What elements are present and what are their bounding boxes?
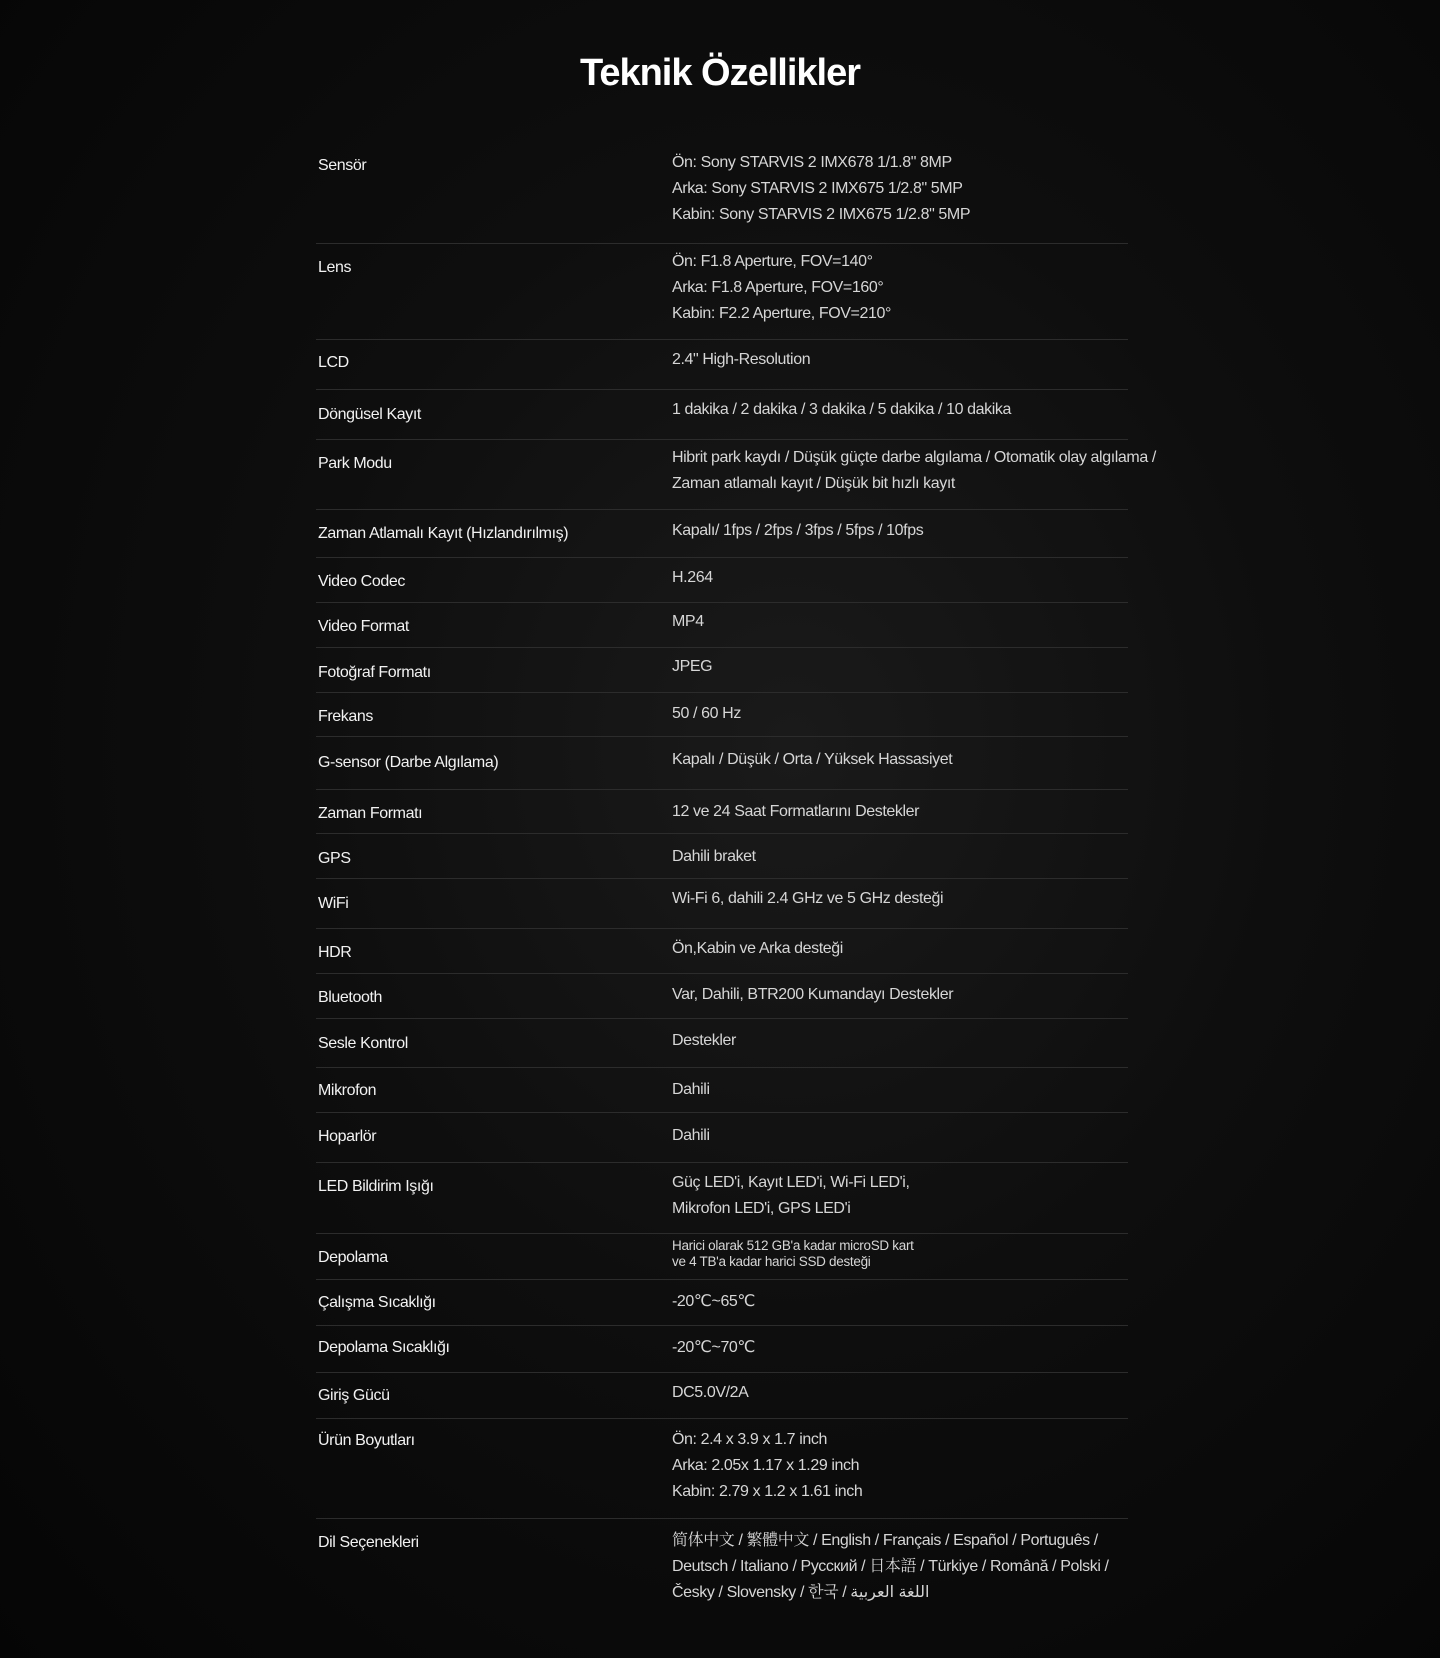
spec-row — [316, 879, 1128, 929]
spec-row — [316, 929, 1128, 974]
spec-value-line: DC5.0V/2A — [672, 1384, 749, 1401]
spec-value — [672, 1380, 748, 1406]
spec-row — [316, 340, 1128, 390]
spec-value-line: -20℃~70℃ — [672, 1339, 756, 1356]
spec-row — [316, 790, 1128, 834]
spec-value-line: 12 ve 24 Saat Formatlarını Destekler — [672, 803, 920, 820]
spec-value — [672, 609, 704, 635]
spec-value — [672, 445, 1156, 497]
spec-label: Mikrofon — [318, 1082, 377, 1099]
spec-label: Sensör — [318, 157, 367, 174]
spec-row — [316, 390, 1128, 440]
spec-value-line: ve 4 TB'a kadar harici SSD desteği — [672, 1254, 871, 1269]
spec-value-line: 2.4" High-Resolution — [672, 351, 811, 368]
spec-value-line: H.264 — [672, 569, 713, 586]
spec-value-line: -20℃~65℃ — [672, 1293, 756, 1310]
spec-row — [316, 558, 1128, 603]
spec-label: Ürün Boyutları — [318, 1432, 415, 1449]
spec-label: Lens — [318, 259, 352, 276]
spec-value-line: Ön,Kabin ve Arka desteği — [672, 940, 843, 957]
spec-label: WiFi — [318, 895, 349, 912]
spec-row — [316, 1419, 1128, 1519]
spec-label: Sesle Kontrol — [318, 1035, 408, 1052]
spec-value-line: Česky / Slovensky / 한국 / اللغة العربية — [672, 1584, 930, 1601]
spec-value-line: Ön: F1.8 Aperture, FOV=140° — [672, 253, 873, 270]
spec-row — [316, 1280, 1128, 1326]
spec-value-line: MP4 — [672, 613, 704, 630]
spec-value-line: Harici olarak 512 GB'a kadar microSD kart — [672, 1238, 914, 1253]
spec-label: G-sensor (Darbe Algılama) — [318, 754, 499, 771]
spec-value — [672, 1170, 909, 1222]
spec-value-line: 简体中文 / 繁體中文 / English / Français / Español / Português / — [672, 1532, 1098, 1549]
spec-value-line: Ön: Sony STARVIS 2 IMX678 1/1.8" 8MP — [672, 154, 952, 171]
spec-value-line: Ön: 2.4 x 3.9 x 1.7 inch — [672, 1431, 827, 1448]
spec-value — [672, 799, 919, 825]
page-title: Teknik Özellikler — [579, 52, 861, 94]
spec-row — [316, 1068, 1128, 1113]
spec-value — [672, 1028, 736, 1054]
spec-value — [672, 347, 810, 373]
spec-row — [316, 1113, 1128, 1163]
spec-value — [672, 982, 953, 1008]
spec-label: Video Codec — [318, 573, 405, 590]
spec-label: Zaman Formatı — [318, 805, 423, 822]
spec-value-line: JPEG — [672, 658, 713, 675]
spec-value-line: Hibrit park kaydı / Düşük güçte darbe algılama / Otomatik olay algılama / — [672, 449, 1156, 466]
spec-value — [672, 1289, 755, 1315]
spec-value — [672, 397, 1011, 423]
spec-value — [672, 747, 952, 773]
spec-value-line: Dahili braket — [672, 848, 756, 865]
spec-row — [316, 1519, 1128, 1649]
spec-row — [316, 693, 1128, 737]
spec-value-line: Kabin: 2.79 x 1.2 x 1.61 inch — [672, 1483, 863, 1500]
spec-label: Çalışma Sıcaklığı — [318, 1294, 436, 1311]
spec-value-line: Dahili — [672, 1081, 710, 1098]
spec-label: Depolama — [318, 1249, 388, 1266]
spec-value — [672, 936, 843, 962]
spec-value — [672, 844, 756, 870]
spec-value-line: Zaman atlamalı kayıt / Düşük bit hızlı kayıt — [672, 475, 955, 492]
spec-label: Bluetooth — [318, 989, 383, 1006]
spec-label: Dil Seçenekleri — [318, 1534, 419, 1551]
spec-value-line: Kapalı/ 1fps / 2fps / 3fps / 5fps / 10fps — [672, 522, 924, 539]
spec-row — [316, 510, 1128, 558]
spec-label: GPS — [318, 850, 351, 867]
spec-label: Zaman Atlamalı Kayıt (Hızlandırılmış) — [318, 525, 569, 542]
spec-value-line: Var, Dahili, BTR200 Kumandayı Destekler — [672, 986, 954, 1003]
spec-value-line: Dahili — [672, 1127, 710, 1144]
spec-row — [316, 440, 1156, 510]
spec-label: Frekans — [318, 708, 373, 725]
spec-row — [316, 603, 1128, 648]
spec-row — [316, 1234, 1128, 1280]
spec-value-line: Kapalı / Düşük / Orta / Yüksek Hassasiyet — [672, 751, 953, 768]
spec-row — [316, 1326, 1128, 1373]
spec-label: Park Modu — [318, 455, 392, 472]
spec-row — [316, 974, 1128, 1019]
spec-label: Fotoğraf Formatı — [318, 664, 431, 681]
spec-value — [672, 249, 891, 327]
spec-value-line: Mikrofon LED'i, GPS LED'i — [672, 1200, 851, 1217]
spec-label: Döngüsel Kayıt — [318, 406, 421, 423]
spec-value-line: Arka: Sony STARVIS 2 IMX675 1/2.8" 5MP — [672, 180, 963, 197]
spec-label: LED Bildirim Işığı — [318, 1178, 434, 1195]
spec-value-line: Destekler — [672, 1032, 736, 1049]
spec-value-line: Arka: 2.05x 1.17 x 1.29 inch — [672, 1457, 860, 1474]
spec-row — [316, 737, 1128, 790]
spec-row — [316, 1373, 1128, 1419]
spec-row — [316, 648, 1128, 693]
spec-value — [672, 1238, 914, 1270]
spec-value-line: Wi-Fi 6, dahili 2.4 GHz ve 5 GHz desteği — [672, 890, 944, 907]
spec-label: Video Format — [318, 618, 409, 635]
spec-value — [672, 1427, 862, 1505]
spec-row — [316, 244, 1128, 340]
spec-value — [672, 654, 712, 680]
spec-label: Depolama Sıcaklığı — [318, 1339, 450, 1356]
spec-value — [672, 518, 923, 544]
spec-value-line: Kabin: Sony STARVIS 2 IMX675 1/2.8" 5MP — [672, 206, 971, 223]
spec-value — [672, 1077, 710, 1103]
spec-value-line: Arka: F1.8 Aperture, FOV=160° — [672, 279, 884, 296]
spec-value — [672, 150, 970, 228]
spec-value — [672, 886, 943, 912]
spec-value — [672, 1123, 710, 1149]
spec-row — [316, 1163, 1128, 1234]
spec-value-line: Güç LED'i, Kayıt LED'i, Wi-Fi LED'i, — [672, 1174, 910, 1191]
spec-value-line: 50 / 60 Hz — [672, 705, 741, 722]
spec-value-line: 1 dakika / 2 dakika / 3 dakika / 5 dakika / 10 dakika — [672, 401, 1012, 418]
spec-label: Hoparlör — [318, 1128, 377, 1145]
spec-value — [672, 701, 741, 727]
spec-label: Giriş Gücü — [318, 1387, 390, 1404]
spec-row — [316, 1019, 1128, 1068]
spec-value-line: Kabin: F2.2 Aperture, FOV=210° — [672, 305, 891, 322]
spec-value — [672, 1335, 755, 1361]
spec-value — [672, 1528, 1109, 1606]
spec-row — [316, 143, 1128, 244]
spec-label: HDR — [318, 944, 352, 961]
spec-row — [316, 834, 1128, 879]
spec-label: LCD — [318, 354, 349, 371]
spec-value — [672, 565, 713, 591]
spec-value-line: Deutsch / Italiano / Русский / 日本語 / Türkiye / Română / Polski / — [672, 1558, 1109, 1575]
